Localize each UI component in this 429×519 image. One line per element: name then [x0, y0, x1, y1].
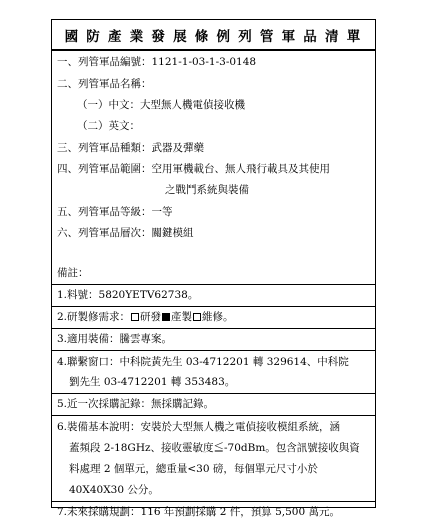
remark-requirement — [57, 310, 234, 324]
remark-contact-line2: 劉先生 03-4712201 轉 353483。 — [69, 376, 236, 388]
checkbox-repair-label: 維修。 — [202, 311, 234, 323]
remarks-divider — [52, 415, 375, 416]
grade-value: 一等 — [151, 206, 173, 218]
chinese-name-value: 大型無人機電偵接收機 — [140, 99, 245, 111]
remark-part-number: 1.料號：5820YETV62738。 — [57, 289, 199, 301]
item-name-label: 二、列管軍品名稱： — [57, 78, 152, 90]
scope-value-line2: 之戰鬥系統與裝備 — [165, 184, 249, 196]
remarks-divider — [52, 284, 375, 285]
scope-value-line1: 空用軍機載台、無人飛行載具及其使用 — [151, 163, 330, 175]
chinese-name-row — [77, 98, 245, 112]
remark-description-line1: 6.裝備基本說明：安裝於大型無人機之電偵接收模組系統，涵 — [57, 421, 341, 433]
checkbox-production-label: 產製 — [171, 311, 193, 323]
grade-label: 五、列管軍品等級： — [57, 206, 152, 218]
remark-last-procurement: 5.近一次採購記錄：無採購記錄。 — [57, 398, 215, 410]
remarks-divider — [52, 501, 375, 502]
category-row — [57, 141, 204, 155]
chinese-name-label: （一）中文： — [77, 99, 140, 111]
item-number-value: 1121-1-03-1-3-0148 — [151, 56, 257, 68]
level-label: 六、列管軍品層次： — [57, 227, 152, 239]
scope-label: 四、列管軍品範圍： — [57, 163, 152, 175]
remarks-divider — [52, 306, 375, 307]
remark-description-line2: 蓋頻段 2-18GHz、接收靈敏度≦-70dBm。包含訊號接收與資 — [69, 442, 360, 454]
sheet-title: 國防產業發展條例列管軍品清單 — [52, 20, 375, 51]
level-value: 關鍵模組 — [151, 227, 194, 239]
item-sheet — [51, 19, 376, 518]
remark-description-line3: 料處理 2 個單元，總重量<30 磅，每個單元尺寸小於 — [69, 463, 318, 475]
scope-row — [57, 162, 330, 176]
remarks-heading: 備註： — [57, 267, 89, 279]
remarks-divider — [52, 328, 375, 329]
checkbox-research-label: 研發 — [140, 311, 162, 323]
level-row — [57, 226, 194, 240]
remark-contact-line1: 4.聯繫窗口：中科院黃先生 03-4712201 轉 329614、中科院 — [57, 356, 349, 368]
category-label: 三、列管軍品種類： — [57, 142, 152, 154]
remarks-divider — [52, 350, 375, 351]
english-name-label: （二）英文： — [77, 120, 140, 132]
remarks-divider — [52, 393, 375, 394]
grade-row — [57, 205, 173, 219]
remark-future-procurement: 7.未來採購規劃：116 年預劃採購 2 件，預算 5,500 萬元。 — [57, 506, 340, 518]
requirement-label: 2.研製修需求： — [57, 311, 131, 323]
item-number-row — [57, 55, 256, 69]
checkbox-research — [131, 313, 139, 321]
category-value: 武器及彈藥 — [151, 142, 204, 154]
remark-description-line4: 40X40X30 公分。 — [69, 484, 159, 496]
checkbox-repair — [193, 313, 201, 321]
english-name-row — [77, 119, 140, 133]
item-number-label: 一、列管軍品編號： — [57, 56, 152, 68]
remark-applicable-equipment: 3.適用裝備：騰雲專案。 — [57, 333, 173, 345]
checkbox-production — [162, 313, 170, 321]
